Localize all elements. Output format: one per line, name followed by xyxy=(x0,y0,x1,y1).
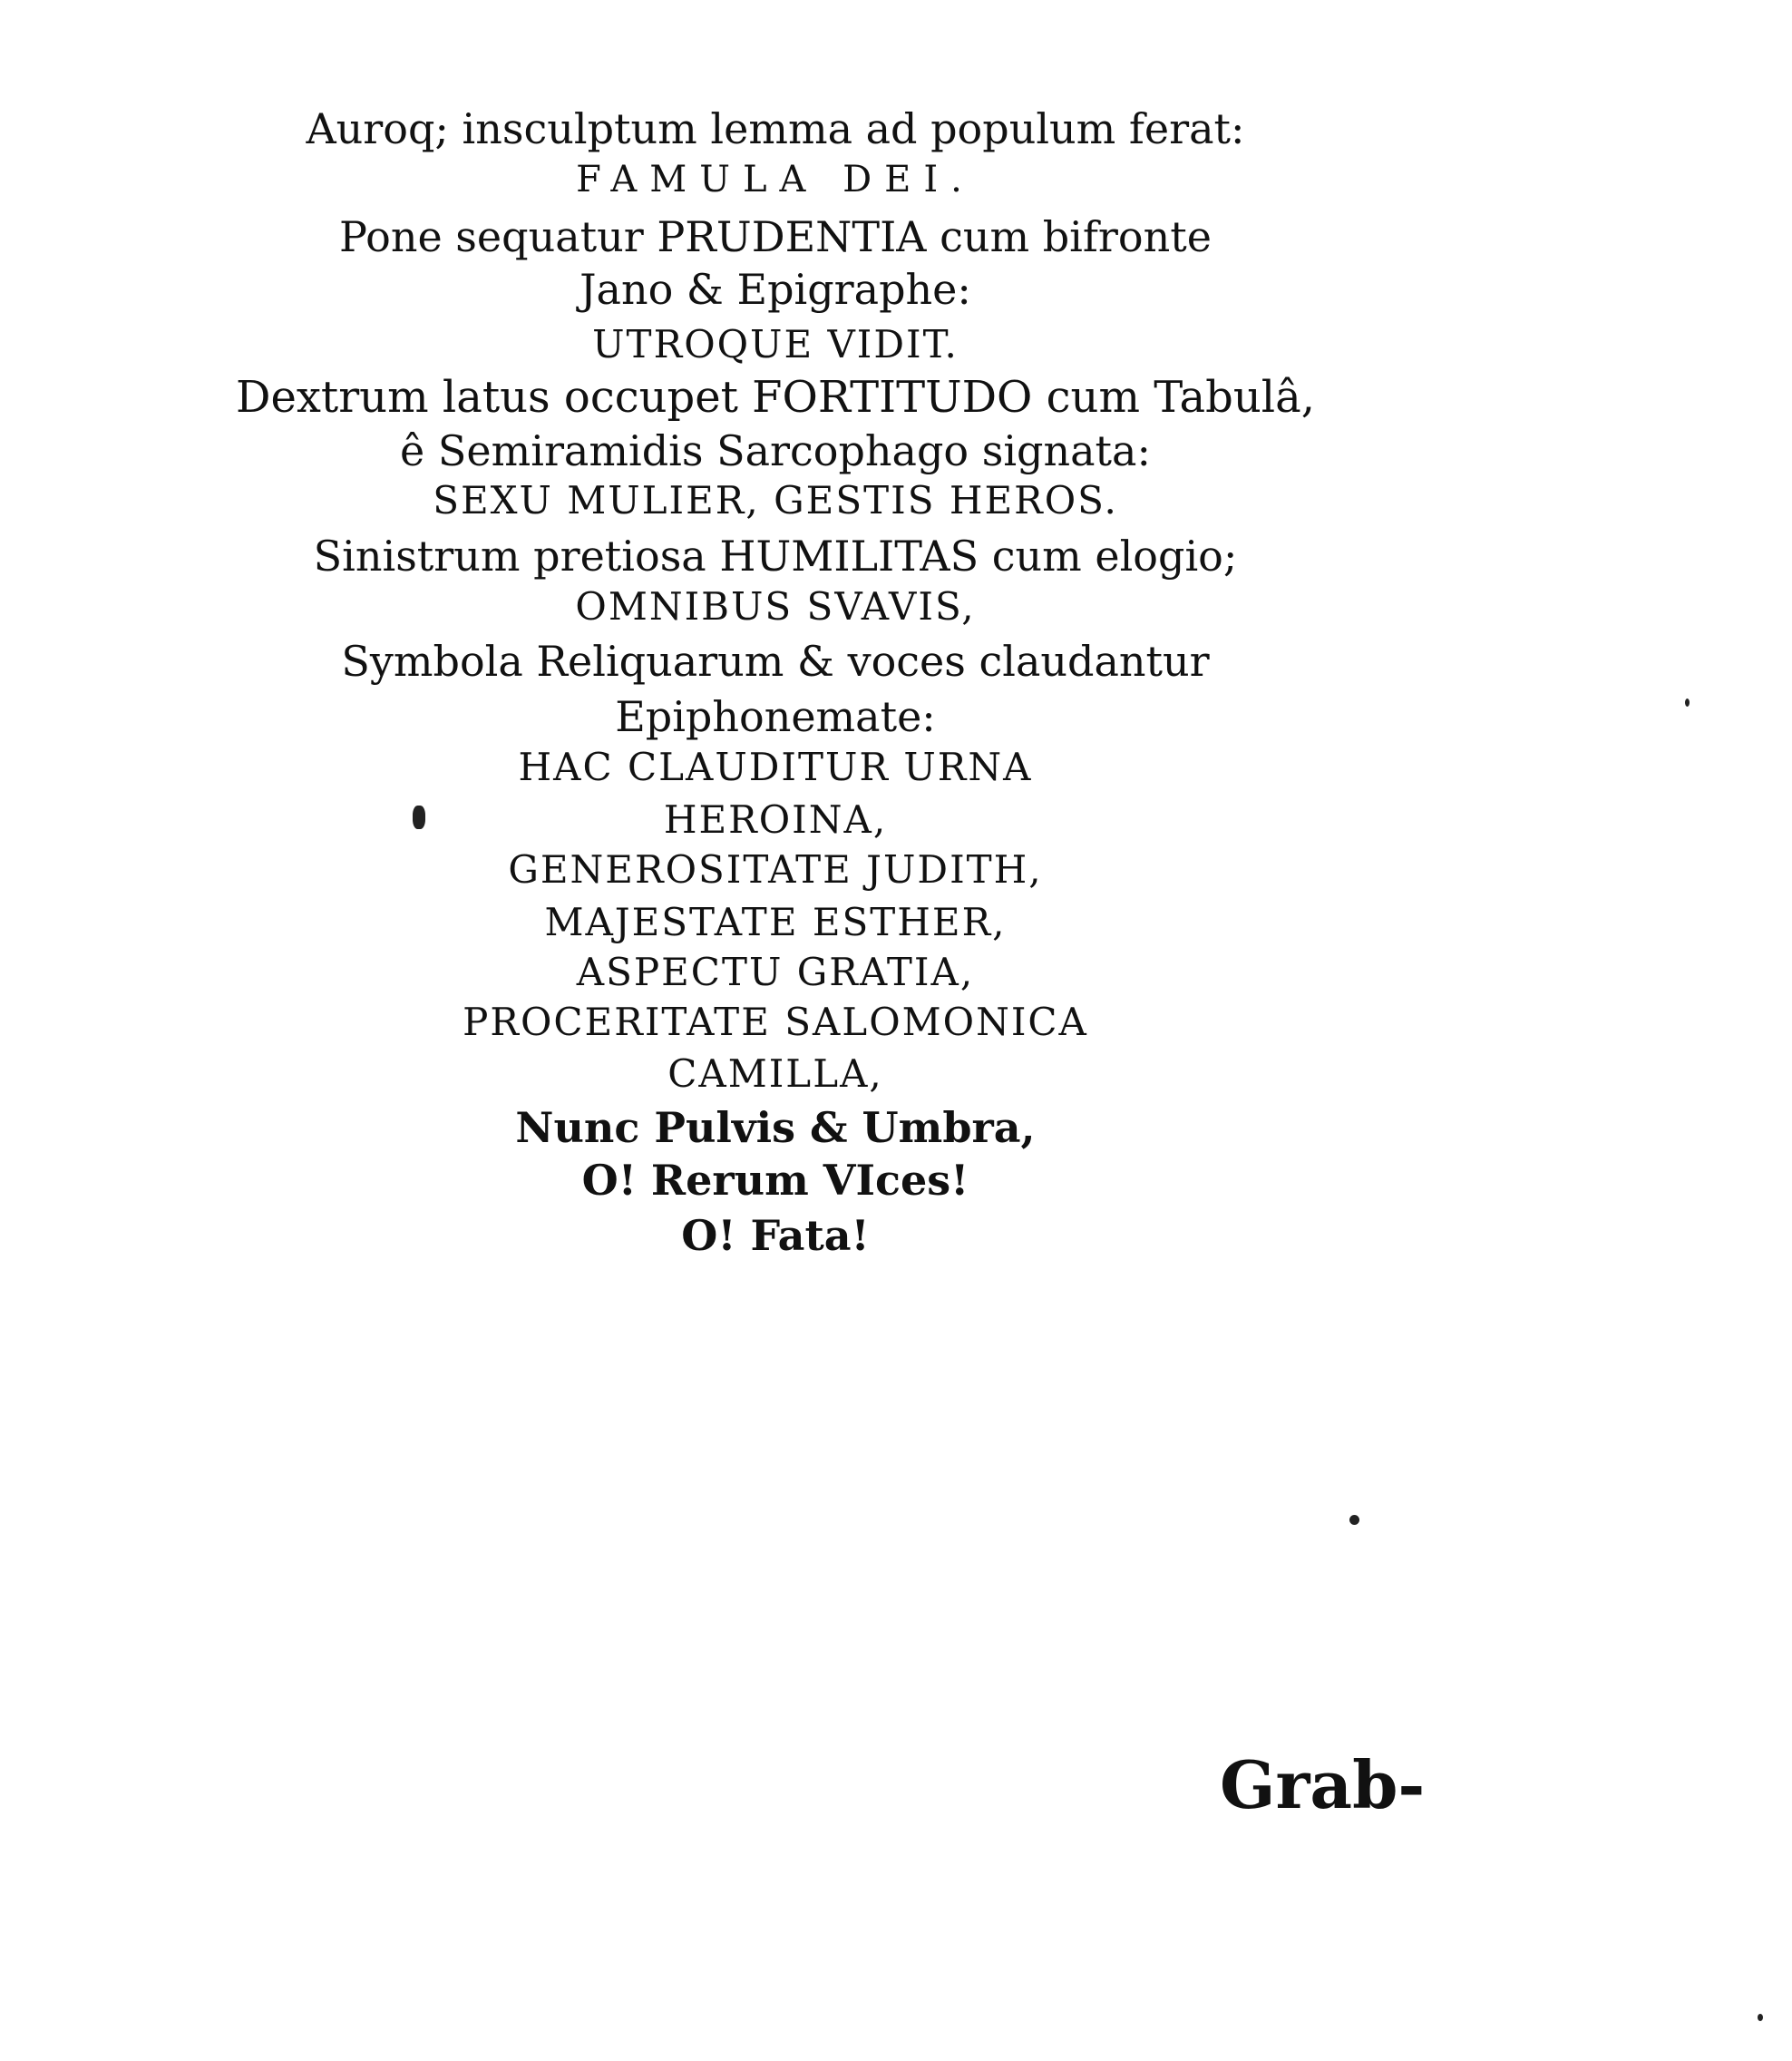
text-line: HEROINA, xyxy=(663,797,888,842)
text-line: Epiphonemate: xyxy=(615,692,936,741)
text-line: O! Fata! xyxy=(681,1211,870,1260)
text-line: CAMILLA, xyxy=(667,1051,883,1096)
text-line: UTROQUE VIDIT. xyxy=(592,322,959,366)
ink-speck xyxy=(1758,2014,1763,2021)
text-line: MAJESTATE ESTHER, xyxy=(544,900,1007,944)
text-line: HAC CLAUDITUR URNA xyxy=(518,745,1033,789)
text-line: ê Semiramidis Sarcophago signata: xyxy=(400,426,1151,475)
text-line: Pone sequatur PRUDENTIA cum bifronte xyxy=(339,212,1212,261)
text-line: FAMULA DEI. xyxy=(576,159,975,200)
text-line: Dextrum latus occupet FORTITUDO cum Tabulâ, xyxy=(235,372,1316,423)
ink-speck xyxy=(1685,698,1690,707)
text-line: SEXU MULIER, GESTIS HEROS. xyxy=(433,478,1118,523)
text-line: ASPECTU GRATIA, xyxy=(576,950,975,994)
ink-speck xyxy=(1349,1515,1359,1525)
ink-blot xyxy=(413,806,425,829)
text-line: PROCERITATE SALOMONICA xyxy=(463,1000,1088,1044)
text-line: Auroq; insculptum lemma ad populum ferat: xyxy=(306,104,1245,153)
text-line: GENEROSITATE JUDITH, xyxy=(508,847,1043,892)
text-line: OMNIBUS SVAVIS, xyxy=(575,584,976,629)
text-line: O! Rerum VIces! xyxy=(581,1156,969,1205)
text-line: Nunc Pulvis & Umbra, xyxy=(515,1103,1036,1152)
text-line: Jano & Epigraphe: xyxy=(579,265,971,314)
text-line: Sinistrum pretiosa HUMILITAS cum elogio; xyxy=(313,532,1238,581)
text-line: Symbola Reliquarum & voces claudantur xyxy=(341,637,1210,686)
catchword: Grab- xyxy=(1220,1746,1426,1823)
